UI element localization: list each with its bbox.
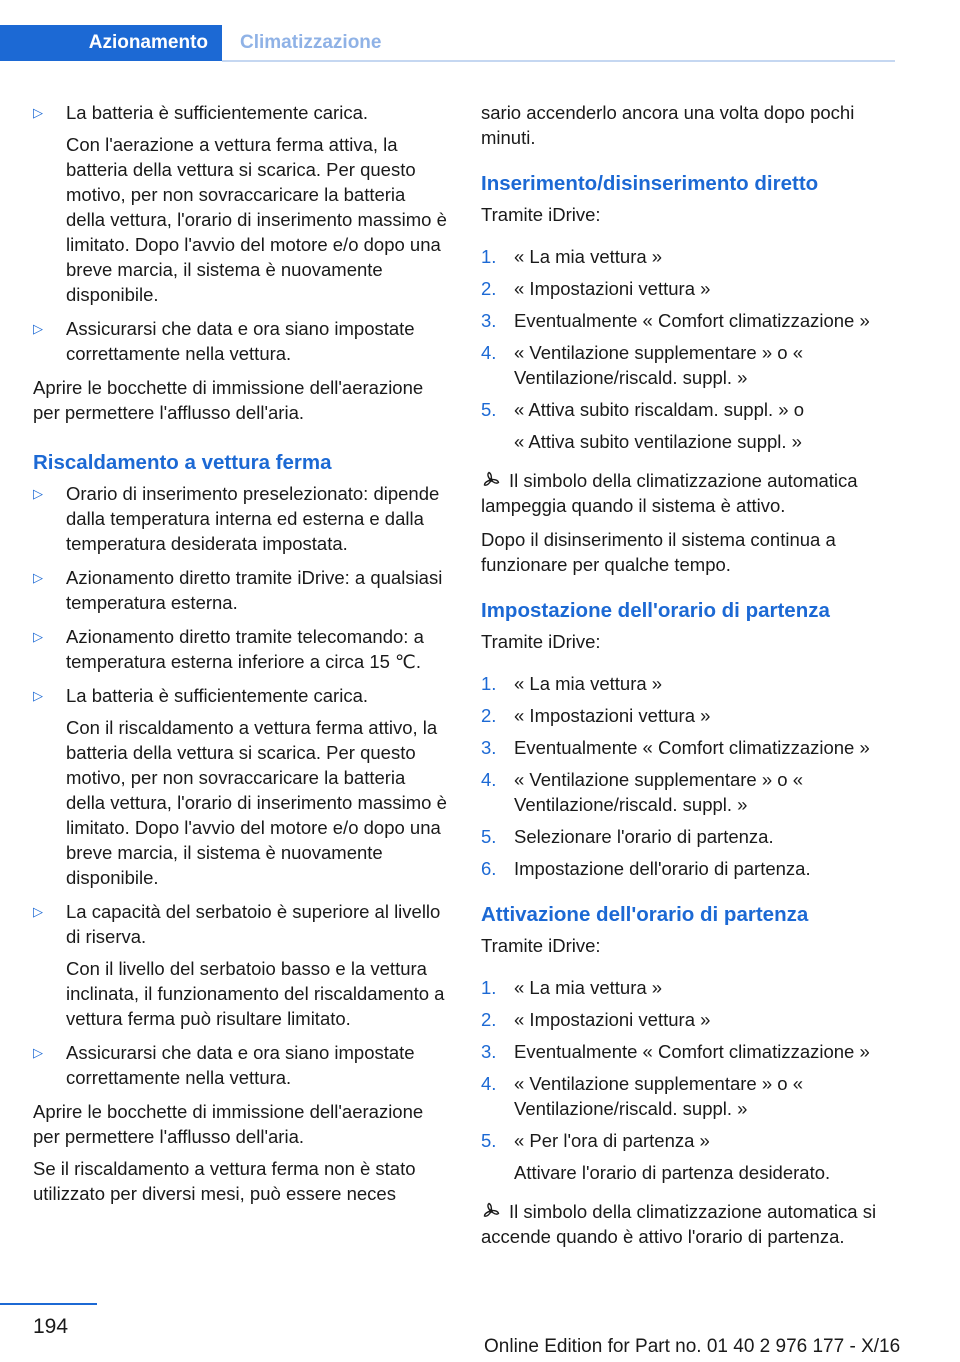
- list-text: « La mia vettura »: [514, 977, 663, 998]
- list-text: Selezionare l'orario di partenza.: [514, 826, 774, 847]
- list-subtext: Attivare l'orario di partenza desiderato.: [514, 1162, 831, 1183]
- paragraph: Se il riscaldamento a vettura ferma non è stato utilizzato per diversi mesi, può essere neces: [33, 1158, 416, 1204]
- bullet-subtext: Con il riscaldamento a vettura ferma attivo, la batteria della vettura si scarica. Per questo motivo, per non sovraccaricare la batteria della vettura, l'orario di inserimento massimo è limitato. Dopo l'avvio del motore e/o dopo una breve marcia, il sistema è nuovamente disponibile.: [66, 717, 447, 888]
- bullet-text: La batteria è sufficientemente carica.: [66, 102, 368, 123]
- list-number: 1.: [481, 977, 497, 998]
- list-number: 5.: [481, 399, 497, 420]
- list-item: [481, 340, 901, 390]
- bullet-text: Assicurarsi che data e ora siano impostate correttamente nella vettura.: [66, 318, 415, 364]
- list-text: « Impostazioni vettura »: [514, 1009, 711, 1030]
- list-text: Eventualmente « Comfort climatizzazione »: [514, 310, 870, 331]
- list-item: [481, 276, 901, 301]
- list-text: « Per l'ora di partenza »: [514, 1130, 710, 1151]
- bullet-item: [33, 683, 449, 890]
- bullet-item: [33, 481, 449, 556]
- list-item: [481, 308, 901, 333]
- bullet-subtext: Con il livello del serbatoio basso e la vettura inclinata, il funzionamento del riscaldamento a vettura ferma può risultare limitato.: [66, 958, 445, 1029]
- bullet-subtext: Con l'aerazione a vettura ferma attiva, la batteria della vettura si scarica. Per questo motivo, per non sovraccaricare la batteria della vettura, l'orario di inserimento massimo è limitato. Dopo l'avvio del motore e/o dopo una breve marcia, il sistema è nuovamente disponibile.: [66, 134, 447, 305]
- list-item: [481, 1128, 901, 1185]
- list-item: [481, 671, 901, 696]
- paragraph: Dopo il disinserimento il sistema continua a funzionare per qualche tempo.: [481, 529, 836, 575]
- paragraph: sario accenderlo ancora una volta dopo pochi minuti.: [481, 102, 855, 148]
- list-item: [481, 1007, 901, 1032]
- triangle-bullet-icon: ▷: [33, 105, 43, 120]
- paragraph: Aprire le bocchette di immissione dell'aerazione per permettere l'afflusso dell'aria.: [33, 377, 424, 423]
- list-item: [481, 856, 901, 881]
- section-intro: Tramite iDrive:: [481, 204, 601, 225]
- list-text: « La mia vettura »: [514, 246, 663, 267]
- list-number: 4.: [481, 769, 497, 790]
- list-number: 2.: [481, 705, 497, 726]
- list-item: [481, 397, 901, 454]
- list-text: « Ventilazione supplementare » o « Ventilazione/riscald. suppl. »: [514, 1073, 804, 1119]
- list-number: 6.: [481, 858, 497, 879]
- triangle-bullet-icon: ▷: [33, 904, 43, 919]
- list-item: [481, 1039, 901, 1064]
- bullet-text: La capacità del serbatoio è superiore al livello di riserva.: [66, 901, 441, 947]
- section-heading: Inserimento/disinserimento diretto: [481, 172, 819, 195]
- section-heading: Attivazione dell'orario di partenza: [481, 903, 809, 926]
- list-subtext: « Attiva subito ventilazione suppl. »: [514, 431, 802, 452]
- list-number: 1.: [481, 246, 497, 267]
- section-heading: Riscaldamento a vettura ferma: [33, 451, 332, 474]
- list-text: « Impostazioni vettura »: [514, 705, 711, 726]
- list-text: « Attiva subito riscaldam. suppl. » o: [514, 399, 804, 420]
- bullet-item: [33, 100, 449, 307]
- list-number: 2.: [481, 1009, 497, 1030]
- edition-note: Online Edition for Part no. 01 40 2 976 177 - X/16: [484, 1336, 901, 1357]
- list-item: [481, 703, 901, 728]
- list-text: « Impostazioni vettura »: [514, 278, 711, 299]
- list-text: Impostazione dell'orario di partenza.: [514, 858, 811, 879]
- section-heading: Impostazione dell'orario di partenza: [481, 599, 830, 622]
- list-number: 3.: [481, 1041, 497, 1062]
- bullet-item: [33, 1040, 449, 1090]
- numbered-list: [481, 671, 901, 881]
- list-item: [481, 975, 901, 1000]
- list-item: [481, 824, 901, 849]
- triangle-bullet-icon: ▷: [33, 629, 43, 644]
- tab-climatizzazione[interactable]: Climatizzazione: [240, 32, 382, 53]
- note-text: Il simbolo della climatizzazione automatica si accende quando è attivo l'orario di partenza.: [481, 1201, 877, 1247]
- bullet-text: Assicurarsi che data e ora siano impostate correttamente nella vettura.: [66, 1042, 415, 1088]
- list-text: Eventualmente « Comfort climatizzazione »: [514, 737, 870, 758]
- section-intro: Tramite iDrive:: [481, 935, 601, 956]
- numbered-list: [481, 244, 901, 454]
- list-number: 5.: [481, 826, 497, 847]
- numbered-list: [481, 975, 901, 1185]
- bullet-text: Orario di inserimento preselezionato: dipende dalla temperatura interna ed esterna e dalla temperatura desiderata impostata.: [66, 483, 440, 554]
- bullet-item: [33, 565, 449, 615]
- footer-divider: [0, 1303, 97, 1305]
- triangle-bullet-icon: ▷: [33, 688, 43, 703]
- triangle-bullet-icon: ▷: [33, 486, 43, 501]
- list-number: 4.: [481, 1073, 497, 1094]
- note: [481, 1199, 901, 1249]
- list-number: 5.: [481, 1130, 497, 1151]
- list-item: [481, 767, 901, 817]
- bullet-text: La batteria è sufficientemente carica.: [66, 685, 368, 706]
- list-number: 3.: [481, 310, 497, 331]
- note: [481, 468, 901, 518]
- list-text: « Ventilazione supplementare » o « Ventilazione/riscald. suppl. »: [514, 342, 804, 388]
- list-number: 1.: [481, 673, 497, 694]
- header-tabs: [0, 25, 895, 63]
- tab-azionamento[interactable]: Azionamento: [0, 25, 222, 61]
- right-column: [481, 100, 901, 1258]
- list-text: Eventualmente « Comfort climatizzazione »: [514, 1041, 870, 1062]
- list-item: [481, 1071, 901, 1121]
- left-column: [33, 100, 449, 1213]
- fan-icon: [481, 1202, 501, 1220]
- list-text: « Ventilazione supplementare » o « Ventilazione/riscald. suppl. »: [514, 769, 804, 815]
- bullet-item: [33, 899, 449, 1031]
- list-number: 2.: [481, 278, 497, 299]
- paragraph: Aprire le bocchette di immissione dell'aerazione per permettere l'afflusso dell'aria.: [33, 1101, 424, 1147]
- triangle-bullet-icon: ▷: [33, 321, 43, 336]
- triangle-bullet-icon: ▷: [33, 570, 43, 585]
- bullet-item: [33, 316, 449, 366]
- bullet-text: Azionamento diretto tramite iDrive: a qualsiasi temperatura esterna.: [66, 567, 443, 613]
- bullet-item: [33, 624, 449, 674]
- list-number: 3.: [481, 737, 497, 758]
- bullet-text: Azionamento diretto tramite telecomando: a temperatura esterna inferiore a circa 15 ℃.: [66, 626, 424, 672]
- triangle-bullet-icon: ▷: [33, 1045, 43, 1060]
- list-item: [481, 244, 901, 269]
- section-intro: Tramite iDrive:: [481, 631, 601, 652]
- list-text: « La mia vettura »: [514, 673, 663, 694]
- header-divider: [222, 60, 895, 62]
- list-item: [481, 735, 901, 760]
- list-number: 4.: [481, 342, 497, 363]
- note-text: Il simbolo della climatizzazione automatica lampeggia quando il sistema è attivo.: [481, 470, 858, 516]
- fan-icon: [481, 471, 501, 489]
- page-number: 194: [33, 1315, 69, 1338]
